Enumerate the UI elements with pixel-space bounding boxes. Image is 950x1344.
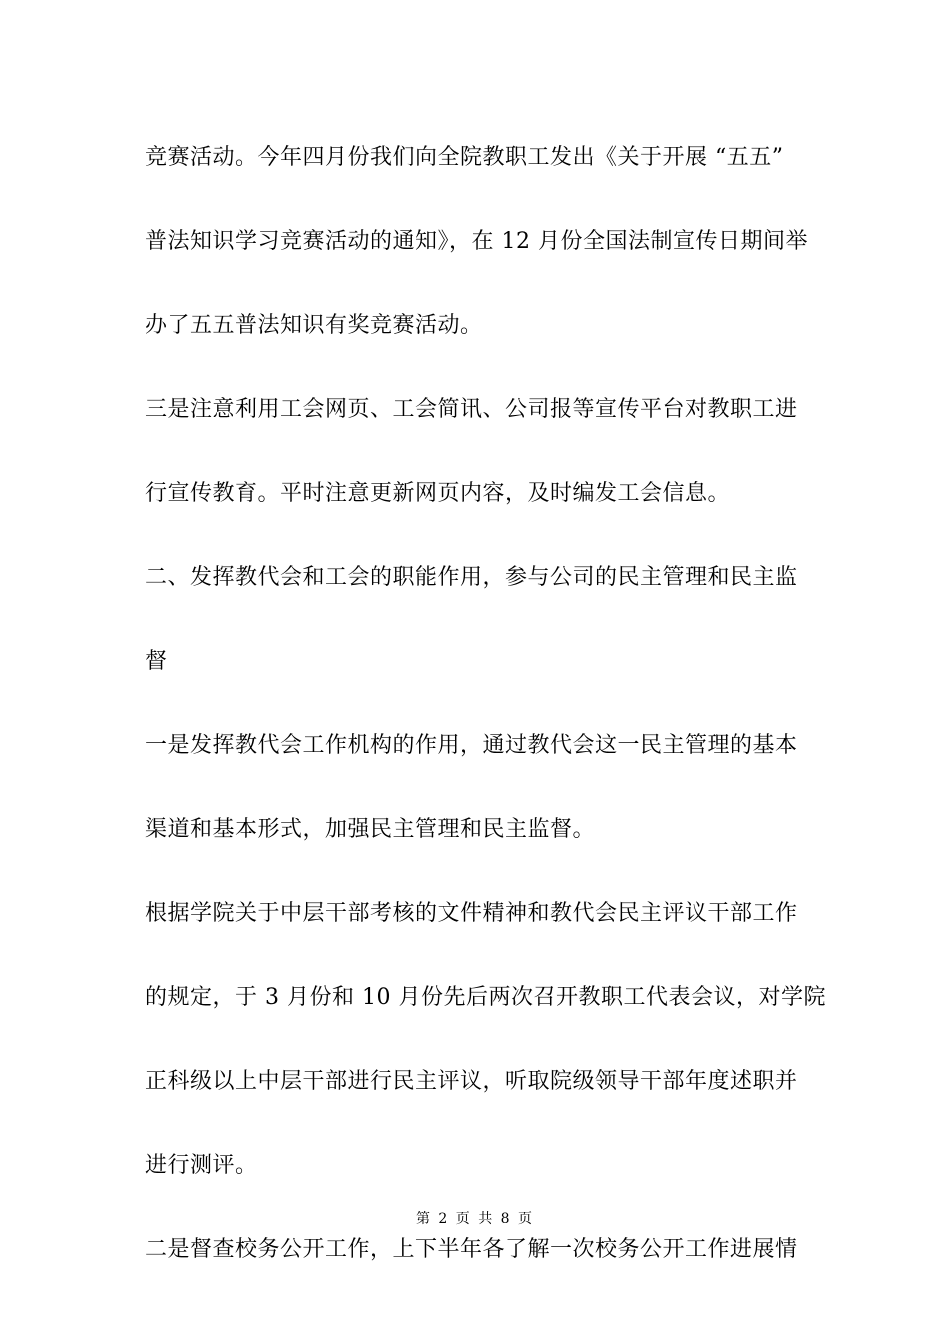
text-line: 的规定，于 3 月份和 10 月份先后两次召开教职工代表会议，对学院 bbox=[145, 985, 826, 1010]
text-line: 办了五五普法知识有奖竞赛活动。 bbox=[145, 313, 483, 338]
section-heading-line: 二、发挥教代会和工会的职能作用，参与公司的民主管理和民主监 bbox=[145, 565, 798, 590]
text-line: 普法知识学习竞赛活动的通知》，在 12 月份全国法制宣传日期间举 bbox=[145, 229, 808, 254]
section-heading-line: 督 bbox=[145, 649, 168, 674]
text-line: 渠道和基本形式，加强民主管理和民主监督。 bbox=[145, 817, 596, 842]
document-body bbox=[145, 132, 826, 1276]
text-line: 三是注意利用工会网页、工会简讯、公司报等宣传平台对教职工进 bbox=[145, 397, 798, 422]
text-line: 正科级以上中层干部进行民主评议，听取院级领导干部年度述职并 bbox=[145, 1069, 798, 1094]
text-line: 二是督查校务公开工作，上下半年各了解一次校务公开工作进展情 bbox=[145, 1237, 798, 1262]
text-line: 一是发挥教代会工作机构的作用，通过教代会这一民主管理的基本 bbox=[145, 733, 798, 758]
text-line: 进行测评。 bbox=[145, 1153, 258, 1178]
page-number: 第 2 页 共 8 页 bbox=[415, 1211, 535, 1227]
text-line: 根据学院关于中层干部考核的文件精神和教代会民主评议干部工作 bbox=[145, 901, 798, 926]
text-line: 行宣传教育。平时注意更新网页内容，及时编发工会信息。 bbox=[145, 481, 731, 506]
text-line: 竞赛活动。今年四月份我们向全院教职工发出《关于开展 “五五” bbox=[145, 145, 784, 170]
page-footer bbox=[0, 1208, 950, 1228]
